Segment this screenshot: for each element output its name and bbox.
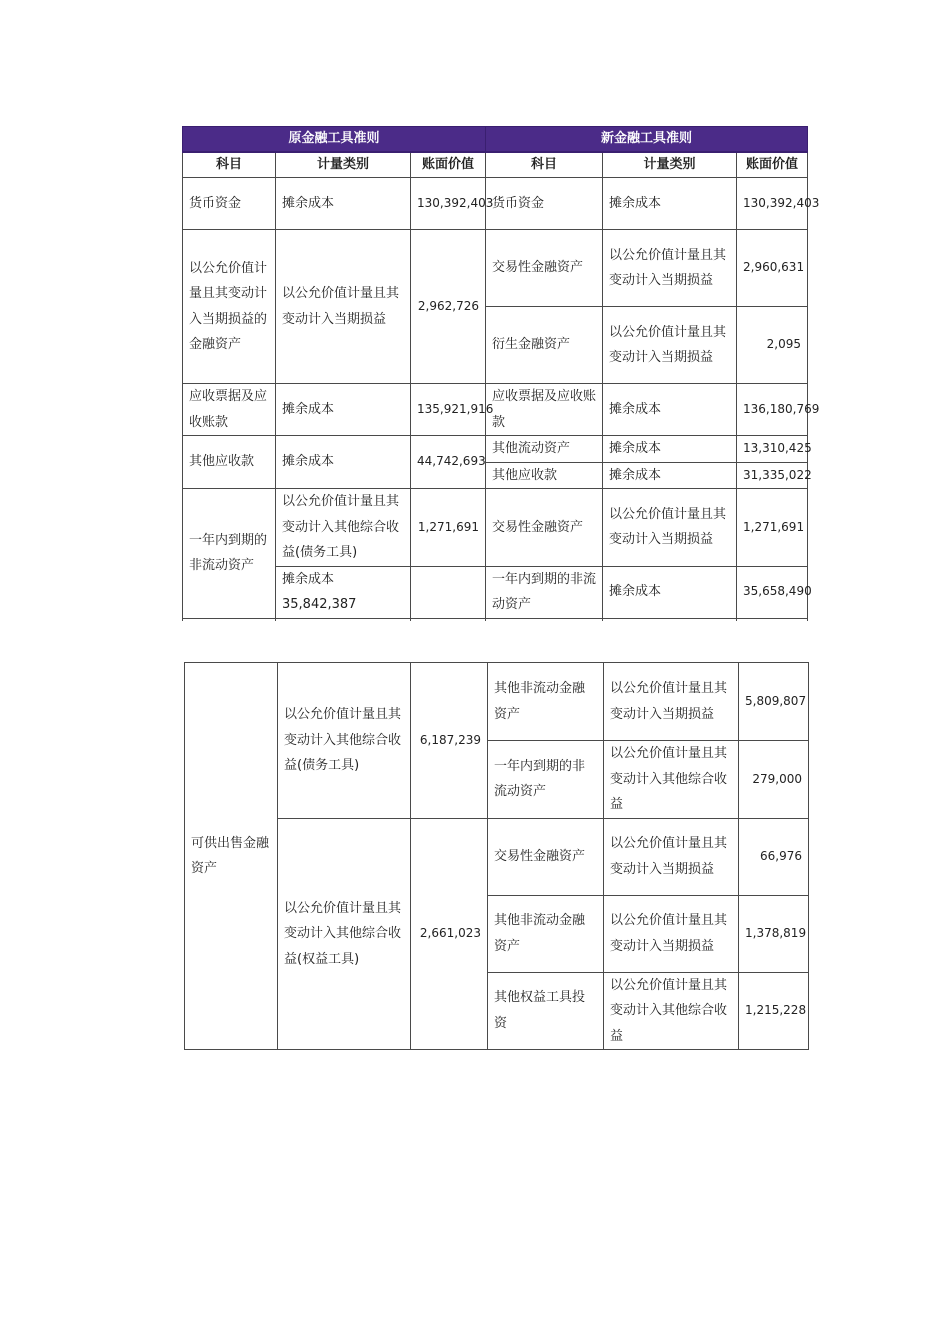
table-page-break — [183, 618, 808, 621]
cell-new-value: 279,000 — [739, 741, 809, 819]
cell-new-category: 以公允价值计量且其变动计入当期损益 — [604, 663, 739, 741]
cell-value: 1,271,691 — [411, 489, 486, 567]
cell-new-category: 以公允价值计量且其变动计入当期损益 — [603, 489, 737, 567]
cell-subject: 以公允价值计量且其变动计入当期损益的金融资产 — [183, 230, 276, 384]
table-row — [183, 489, 808, 567]
cell-new-subject: 应收票据及应收账款 — [486, 384, 603, 436]
cell-new-value: 2,960,631 — [737, 230, 808, 307]
table-row — [183, 230, 808, 307]
col-category: 计量类别 — [276, 152, 411, 178]
cell-new-category: 以公允价值计量且其变动计入其他综合收益 — [604, 972, 739, 1050]
classification-table-part2 — [184, 662, 809, 1050]
cell-new-value: 5,809,807 — [739, 663, 809, 741]
cell-value: 2,962,726 — [411, 230, 486, 384]
col-new-carrying-value: 账面价值 — [737, 152, 808, 178]
cell-new-subject: 一年内到期的非流动资产 — [486, 566, 603, 618]
classification-table-part1 — [182, 126, 820, 621]
cell-new-category: 摊余成本 — [603, 462, 737, 489]
cell-category: 以公允价值计量且其变动计入其他综合收益(债务工具) — [276, 489, 411, 567]
cell-new-subject: 其他非流动金融资产 — [488, 895, 604, 972]
new-standard-header: 新金融工具准则 — [486, 127, 808, 153]
cell-new-subject: 货币资金 — [486, 178, 603, 230]
cell-category: 摊余成本 35,842,387 — [276, 566, 411, 618]
cell-new-subject: 其他权益工具投资 — [488, 972, 604, 1050]
cell-category: 以公允价值计量且其变动计入当期损益 — [276, 230, 411, 384]
col-subject: 科目 — [183, 152, 276, 178]
col-new-subject: 科目 — [486, 152, 603, 178]
cell-new-subject: 交易性金融资产 — [486, 230, 603, 307]
cell-value — [411, 566, 486, 618]
cell-subject: 一年内到期的非流动资产 — [183, 489, 276, 619]
cell-new-value: 2,095 — [737, 307, 808, 384]
cell-category: 以公允价值计量且其变动计入其他综合收益(债务工具) — [278, 663, 411, 819]
cell-subject: 可供出售金融资产 — [185, 663, 278, 1050]
cell-new-subject: 一年内到期的非流动资产 — [488, 741, 604, 819]
cell-new-category: 摊余成本 — [603, 178, 737, 230]
cell-subject: 货币资金 — [183, 178, 276, 230]
table-row — [185, 818, 809, 895]
cell-new-value: 1,215,228 — [739, 972, 809, 1050]
cell-subject: 其他应收款 — [183, 436, 276, 489]
cell-new-subject: 衍生金融资产 — [486, 307, 603, 384]
cell-new-value: 66,976 — [739, 818, 809, 895]
cell-new-value: 13,310,425 — [737, 436, 808, 463]
cell-new-value: 130,392,403 — [737, 178, 808, 230]
cell-new-subject: 交易性金融资产 — [488, 818, 604, 895]
cell-new-subject: 其他应收款 — [486, 462, 603, 489]
cell-new-value: 136,180,769 — [737, 384, 808, 436]
old-standard-header: 原金融工具准则 — [183, 127, 486, 153]
table-row — [183, 384, 808, 436]
cell-new-category: 以公允价值计量且其变动计入当期损益 — [604, 895, 739, 972]
table-row — [183, 178, 808, 230]
cell-new-value: 35,658,490 — [737, 566, 808, 618]
col-new-category: 计量类别 — [603, 152, 737, 178]
cell-new-subject: 其他流动资产 — [486, 436, 603, 463]
cell-value: 130,392,403 — [411, 178, 486, 230]
cell-new-value: 1,271,691 — [737, 489, 808, 567]
cell-value: 2,661,023 — [411, 818, 488, 1050]
cell-category: 摊余成本 — [276, 384, 411, 436]
table-row — [185, 663, 809, 741]
table-row — [183, 436, 808, 463]
cell-value: 44,742,693 — [411, 436, 486, 489]
cell-new-subject: 其他非流动金融资产 — [488, 663, 604, 741]
cell-new-category: 摊余成本 — [603, 436, 737, 463]
cell-category: 摊余成本 — [276, 436, 411, 489]
cell-new-subject: 交易性金融资产 — [486, 489, 603, 567]
col-carrying-value: 账面价值 — [411, 152, 486, 178]
cell-category: 以公允价值计量且其变动计入其他综合收益(权益工具) — [278, 818, 411, 1050]
cell-new-value: 1,378,819 — [739, 895, 809, 972]
cell-new-category: 以公允价值计量且其变动计入当期损益 — [604, 818, 739, 895]
cell-value: 6,187,239 — [411, 663, 488, 819]
cell-new-category: 以公允价值计量且其变动计入当期损益 — [603, 230, 737, 307]
cell-subject: 应收票据及应收账款 — [183, 384, 276, 436]
cell-new-category: 以公允价值计量且其变动计入其他综合收益 — [604, 741, 739, 819]
cell-new-category: 摊余成本 — [603, 566, 737, 618]
cell-new-category: 摊余成本 — [603, 384, 737, 436]
table-row — [183, 566, 808, 618]
cell-category: 摊余成本 — [276, 178, 411, 230]
cell-new-value: 31,335,022 — [737, 462, 808, 489]
cell-new-category: 以公允价值计量且其变动计入当期损益 — [603, 307, 737, 384]
cell-value: 135,921,916 — [411, 384, 486, 436]
